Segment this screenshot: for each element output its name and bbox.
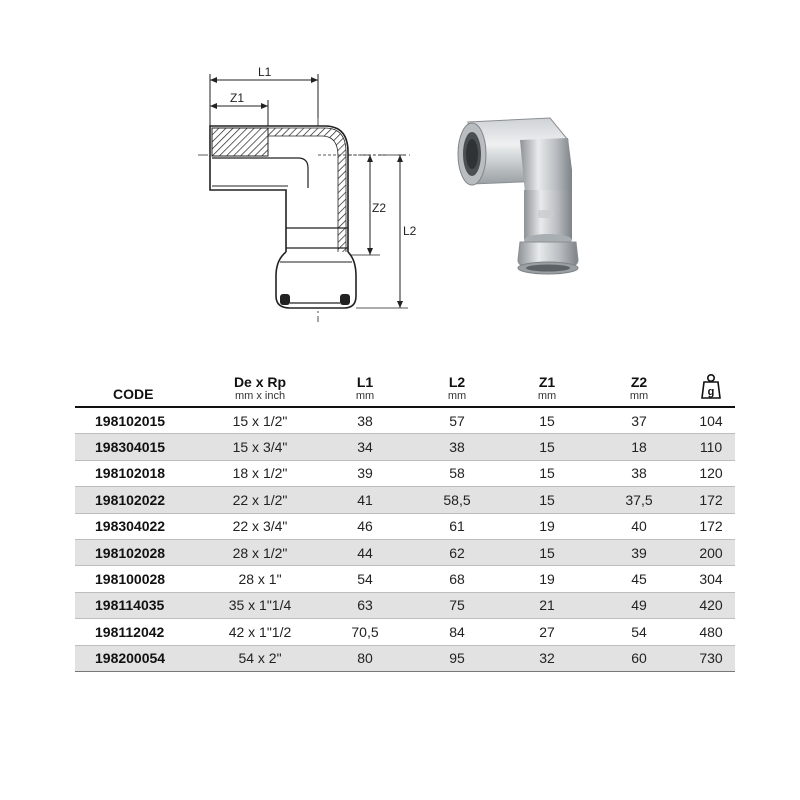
cell-z1: 32 — [503, 645, 591, 671]
cell-z2: 38 — [591, 460, 687, 486]
cell-z1: 15 — [503, 487, 591, 513]
cell-weight: 120 — [687, 460, 735, 486]
header-code: CODE — [113, 386, 154, 402]
cell-l1: 39 — [319, 460, 411, 486]
label-l2: L2 — [403, 224, 417, 238]
table-row — [75, 645, 735, 671]
cell-z2: 49 — [591, 592, 687, 618]
cell-z1: 21 — [503, 592, 591, 618]
cell-code: 198304015 — [75, 434, 201, 460]
cell-code: 198102028 — [75, 539, 201, 565]
cell-de-rp: 22 x 1/2" — [201, 487, 319, 513]
cell-l1: 46 — [319, 513, 411, 539]
table-row — [75, 487, 735, 513]
table-row — [75, 513, 735, 539]
cell-z1: 19 — [503, 566, 591, 592]
cell-z1: 19 — [503, 513, 591, 539]
cell-z2: 18 — [591, 434, 687, 460]
cell-code: 198114035 — [75, 592, 201, 618]
weight-g-icon — [701, 373, 721, 399]
header-l2: L2 mm — [447, 374, 467, 402]
cell-z2: 39 — [591, 539, 687, 565]
cell-de-rp: 35 x 1"1/4 — [201, 592, 319, 618]
cell-code: 198200054 — [75, 645, 201, 671]
cell-l1: 34 — [319, 434, 411, 460]
cell-weight: 200 — [687, 539, 735, 565]
header-de-rp: De x Rp mm x inch — [233, 374, 287, 402]
cell-z1: 15 — [503, 407, 591, 434]
table-row — [75, 539, 735, 565]
cell-de-rp: 22 x 3/4" — [201, 513, 319, 539]
cell-de-rp: 18 x 1/2" — [201, 460, 319, 486]
cell-z2: 54 — [591, 619, 687, 645]
table-row — [75, 407, 735, 434]
cell-weight: 110 — [687, 434, 735, 460]
cell-l2: 38 — [411, 434, 503, 460]
cell-l2: 68 — [411, 566, 503, 592]
cell-code: 198102018 — [75, 460, 201, 486]
cell-de-rp: 15 x 1/2" — [201, 407, 319, 434]
table-row — [75, 460, 735, 486]
label-z1: Z1 — [230, 91, 245, 105]
product-photo — [450, 110, 610, 280]
table-row — [75, 619, 735, 645]
cell-l1: 80 — [319, 645, 411, 671]
cell-weight: 730 — [687, 645, 735, 671]
header-weight — [687, 358, 735, 407]
cell-l2: 61 — [411, 513, 503, 539]
table-row — [75, 592, 735, 618]
o-ring-right — [340, 294, 350, 305]
cell-l1: 54 — [319, 566, 411, 592]
cell-de-rp: 42 x 1"1/2 — [201, 619, 319, 645]
cell-de-rp: 28 x 1/2" — [201, 539, 319, 565]
cell-z1: 15 — [503, 460, 591, 486]
cell-weight: 104 — [687, 407, 735, 434]
cell-weight: 420 — [687, 592, 735, 618]
cell-l2: 57 — [411, 407, 503, 434]
cell-l1: 70,5 — [319, 619, 411, 645]
cell-l2: 84 — [411, 619, 503, 645]
header-l1: L1 mm — [355, 374, 375, 402]
cell-z1: 15 — [503, 539, 591, 565]
header-z2: Z2 mm — [629, 374, 649, 402]
cell-l2: 62 — [411, 539, 503, 565]
cell-l2: 75 — [411, 592, 503, 618]
cell-de-rp: 15 x 3/4" — [201, 434, 319, 460]
cell-z2: 45 — [591, 566, 687, 592]
cell-code: 198102022 — [75, 487, 201, 513]
cell-l2: 58,5 — [411, 487, 503, 513]
cell-code: 198100028 — [75, 566, 201, 592]
cell-l1: 41 — [319, 487, 411, 513]
photo-stamp — [538, 210, 554, 218]
cell-l2: 95 — [411, 645, 503, 671]
cell-code: 198304022 — [75, 513, 201, 539]
cell-z2: 40 — [591, 513, 687, 539]
cell-weight: 172 — [687, 487, 735, 513]
cell-weight: 172 — [687, 513, 735, 539]
cell-z2: 60 — [591, 645, 687, 671]
table-row — [75, 566, 735, 592]
cell-de-rp: 28 x 1" — [201, 566, 319, 592]
weight-icon-text: g — [707, 386, 715, 398]
label-z2: Z2 — [372, 201, 387, 215]
o-ring-left — [280, 294, 290, 305]
cell-z1: 27 — [503, 619, 591, 645]
cell-l1: 63 — [319, 592, 411, 618]
cell-weight: 480 — [687, 619, 735, 645]
spec-table — [75, 358, 735, 672]
cell-z2: 37 — [591, 407, 687, 434]
cell-weight: 304 — [687, 566, 735, 592]
cell-z2: 37,5 — [591, 487, 687, 513]
cell-code: 198102015 — [75, 407, 201, 434]
cell-code: 198112042 — [75, 619, 201, 645]
cell-z1: 15 — [503, 434, 591, 460]
cell-l1: 44 — [319, 539, 411, 565]
thread-section — [212, 128, 268, 156]
cell-l1: 38 — [319, 407, 411, 434]
cell-de-rp: 54 x 2" — [201, 645, 319, 671]
technical-drawing — [0, 0, 440, 340]
cell-l2: 58 — [411, 460, 503, 486]
label-l1: L1 — [258, 65, 272, 79]
table-header-row — [75, 358, 735, 407]
table-row — [75, 434, 735, 460]
header-z1: Z1 mm — [537, 374, 557, 402]
